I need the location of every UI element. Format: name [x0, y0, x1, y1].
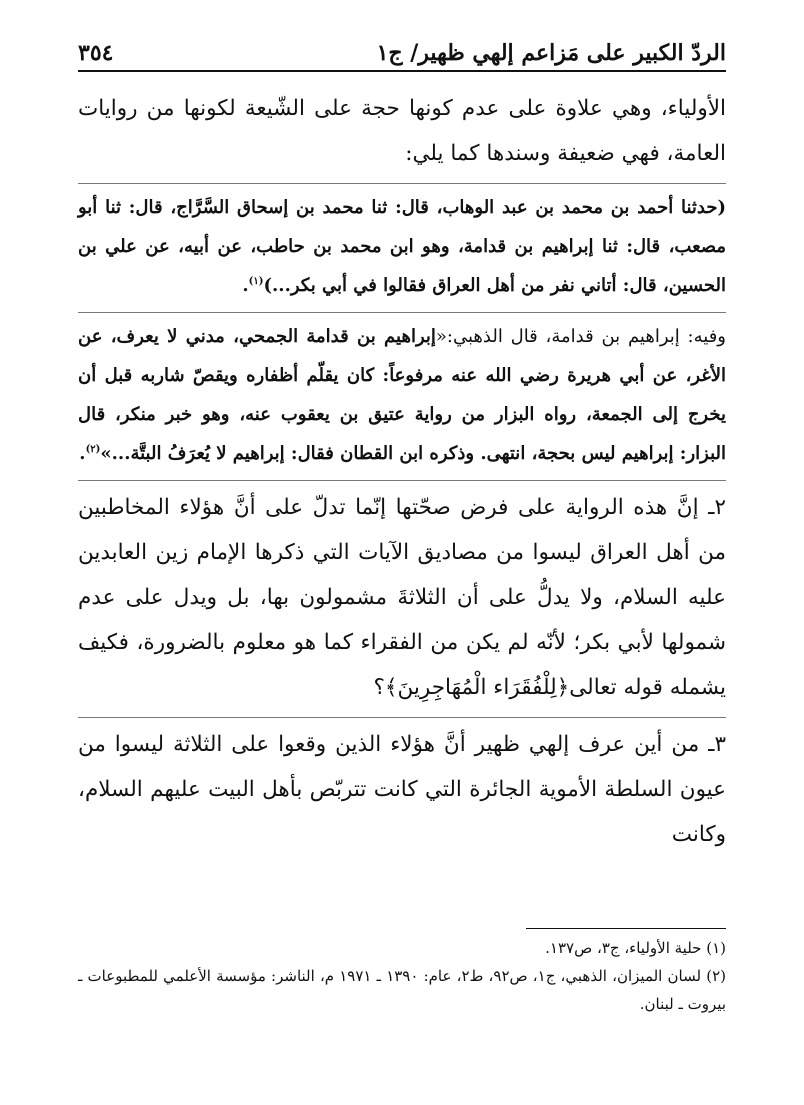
- page-body: [78, 86, 726, 857]
- page-number: ٣٥٤: [78, 40, 114, 66]
- paragraph-1: الأولياء، وهي علاوة على عدم كونها حجة على الشّيعة لكونها من روايات العامة، فهي ضعيفة وسندها كما يلي:: [78, 96, 726, 166]
- dhahabi-quote: وفيه: إبراهيم بن قدامة، قال الذهبي:«إبراهيم بن قدامة الجمحي، مدني لا يعرف، عن الأغر، عن أبي هريرة رضي الله عنه مرفوعاً: كان يقلّم أظفاره ويقصّ شاربه قبل أن يخرج إلى الجمعة، رواه البزار من رواية عتيق بن يعقوب عنه، وهو خبر منكر، قال البزار: إبراهيم ليس بحجة، انتهى. وذكره ابن القطان فقال: إبراهيم لا يُعرَفُ البتَّة...»$^{(٢)}$.: [78, 326, 727, 464]
- footnote-2: (٢) لسان الميزان، الذهبي، ج١، ص٩٢، ط٢، عام: ١٣٩٠ ـ ١٩٧١ م، الناشر: مؤسسة الأعلمي للمطبوعات ـ بيروت ـ لبنان.: [78, 967, 726, 1013]
- footnote-rule: [526, 928, 726, 929]
- paragraph-point-3: ٣ـ من أين عرف إلهي ظهير أنَّ هؤلاء الذين وقعوا على الثلاثة ليسوا من عيون السلطة الأموية الجائرة التي كانت تتربّص بأهل البيت عليهم السلام، وكانت: [78, 732, 726, 847]
- divider: [78, 183, 726, 184]
- page-header: [78, 34, 726, 72]
- paragraph-point-2: ٢ـ إنَّ هذه الرواية على فرض صحّتها إنّما تدلّ على أنَّ هؤلاء المخاطبين من أهل العراق ليسوا من مصاديق الآيات التي ذكرها الإمام زين العابدين عليه السلام، ولا يدلُّ على أن الثلاثةَ مشمولون بها، بل ويدل على عدم شمولها لأبي بكر؛ لأنّه لم يكن من الفقراء كما هو معلوم بالضرورة، فكيف يشمله قوله تعالى﴿لِلْفُقَرَاء الْمُهَاجِرِينَ﴾؟: [78, 495, 726, 700]
- running-title: الردّ الكبير على مَزاعم إلهي ظهير/ ج١: [376, 40, 726, 66]
- quote-body: إبراهيم بن قدامة الجمحي، مدني لا يعرف، عن الأغر، عن أبي هريرة رضي الله عنه مرفوعاً: كان يقلّم أظفاره ويقصّ شاربه قبل أن يخرج إلى الجمعة، رواه البزار من رواية عتيق بن يعقوب عنه، وهو خبر منكر، قال البزار: إبراهيم ليس بحجة، انتهى. وذكره ابن القطان فقال: إبراهيم لا يُعرَفُ البتَّة...»: [78, 326, 726, 464]
- divider: [78, 480, 726, 481]
- quote-lead: وفيه: إبراهيم بن قدامة، قال الذهبي:«: [435, 326, 727, 347]
- quoted-narration: (حدثنا أحمد بن محمد بن عبد الوهاب، قال: ثنا محمد بن إسحاق السَّرَّاج، قال: ثنا أبو مصعب، قال: ثنا إبراهيم بن قدامة، وهو ابن محمد بن حاطب، عن أبيه، عن علي بن الحسين، قال: أتاني نفر من أهل العراق فقالوا في أبي بكر...)$^{(١)}$.: [78, 197, 727, 296]
- footnote-marker-2[interactable]: (٢): [85, 444, 101, 455]
- footnote-marker-1[interactable]: (١): [248, 276, 264, 287]
- narration-text: (حدثنا أحمد بن محمد بن عبد الوهاب، قال: ثنا محمد بن إسحاق السَّرَّاج، قال: ثنا أبو مصعب، قال: ثنا إبراهيم بن قدامة، وهو ابن محمد بن حاطب، عن أبيه، عن علي بن الحسين، قال: أتاني نفر من أهل العراق فقالوا في أبي بكر...): [78, 197, 727, 296]
- footnotes: [78, 934, 726, 1018]
- divider: [78, 717, 726, 718]
- divider: [78, 312, 726, 313]
- footnote-1: (١) حلية الأولياء، ج٣، ص١٣٧.: [545, 939, 726, 957]
